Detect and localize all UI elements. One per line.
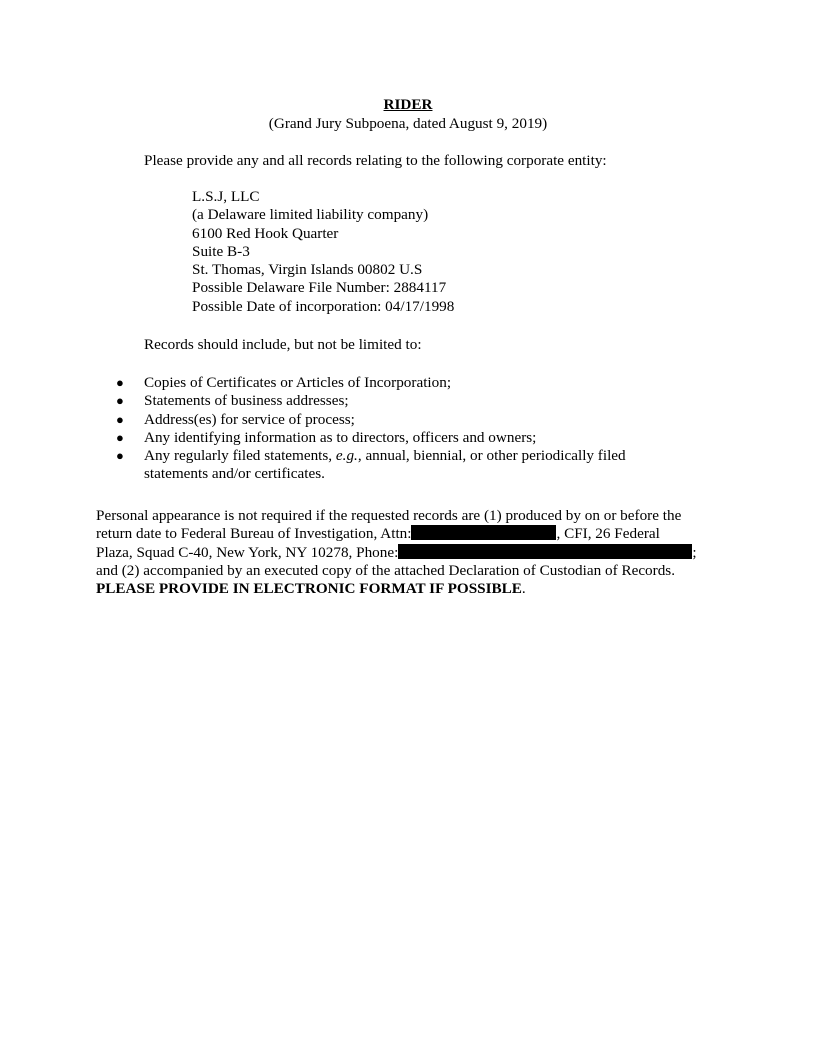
redaction-bar bbox=[398, 544, 692, 559]
closing-line bbox=[96, 580, 726, 598]
redaction-bar bbox=[411, 525, 556, 540]
bullet-icon: ● bbox=[116, 411, 124, 427]
entity-line: Possible Delaware File Number: 2884117 bbox=[192, 279, 447, 297]
intro-text: Please provide any and all records relating to the following corporate entity: bbox=[144, 152, 607, 169]
list-item-text: Any identifying information as to directors, officers and owners; bbox=[144, 428, 537, 446]
closing-paragraph bbox=[96, 507, 726, 598]
closing-text: Plaza, Squad C-40, New York, NY 10278, Phone: bbox=[96, 543, 399, 561]
list-item-text: , annual, biennial, or other periodically filed bbox=[357, 447, 626, 465]
closing-text: . bbox=[521, 580, 526, 598]
document-subtitle: (Grand Jury Subpoena, dated August 9, 2019) bbox=[268, 115, 548, 132]
entity-line: L.S.J, LLC bbox=[192, 188, 260, 205]
entity-line: 6100 Red Hook Quarter bbox=[192, 224, 339, 242]
bullet-icon: ● bbox=[116, 393, 124, 409]
entity-block bbox=[192, 188, 454, 316]
list-item-text: Copies of Certificates or Articles of Incorporation; bbox=[144, 374, 452, 391]
bullet-icon: ● bbox=[116, 375, 124, 390]
list-item-text: statements and/or certificates. bbox=[144, 465, 325, 483]
closing-line: Personal appearance is not required if the requested records are (1) produced by on or before the bbox=[96, 507, 682, 524]
list-item-text: Statements of business addresses; bbox=[144, 392, 349, 410]
closing-text: return date to Federal Bureau of Investigation, Attn: bbox=[96, 525, 412, 543]
closing-text: ; bbox=[692, 543, 697, 561]
closing-line: and (2) accompanied by an executed copy of the attached Declaration of Custodian of Records. bbox=[96, 561, 676, 579]
list-item bbox=[116, 410, 684, 429]
closing-text: , CFI, 26 Federal bbox=[556, 525, 660, 543]
list-item bbox=[116, 374, 684, 392]
list-item bbox=[116, 392, 684, 410]
document-title: RIDER bbox=[383, 96, 433, 113]
closing-line bbox=[96, 544, 726, 562]
list-item-italic: e.g. bbox=[335, 447, 358, 465]
list-item bbox=[116, 428, 684, 447]
list-item-text: Address(es) for service of process; bbox=[144, 410, 355, 428]
bullet-icon: ● bbox=[116, 429, 124, 445]
entity-line: (a Delaware limited liability company) bbox=[192, 206, 429, 224]
emphasis-text: PLEASE PROVIDE IN ELECTRONIC FORMAT IF POSSIBLE bbox=[96, 580, 522, 598]
list-item bbox=[116, 447, 684, 484]
entity-line: Suite B-3 bbox=[192, 242, 250, 260]
records-list bbox=[116, 374, 684, 484]
entity-line: St. Thomas, Virgin Islands 00802 U.S bbox=[192, 261, 423, 279]
entity-line: Possible Date of incorporation: 04/17/1998 bbox=[192, 297, 455, 315]
closing-line bbox=[96, 525, 726, 543]
list-item-text: Any regularly filed statements, bbox=[144, 447, 336, 465]
records-intro: Records should include, but not be limited to: bbox=[144, 336, 422, 353]
bullet-icon: ● bbox=[116, 448, 124, 464]
